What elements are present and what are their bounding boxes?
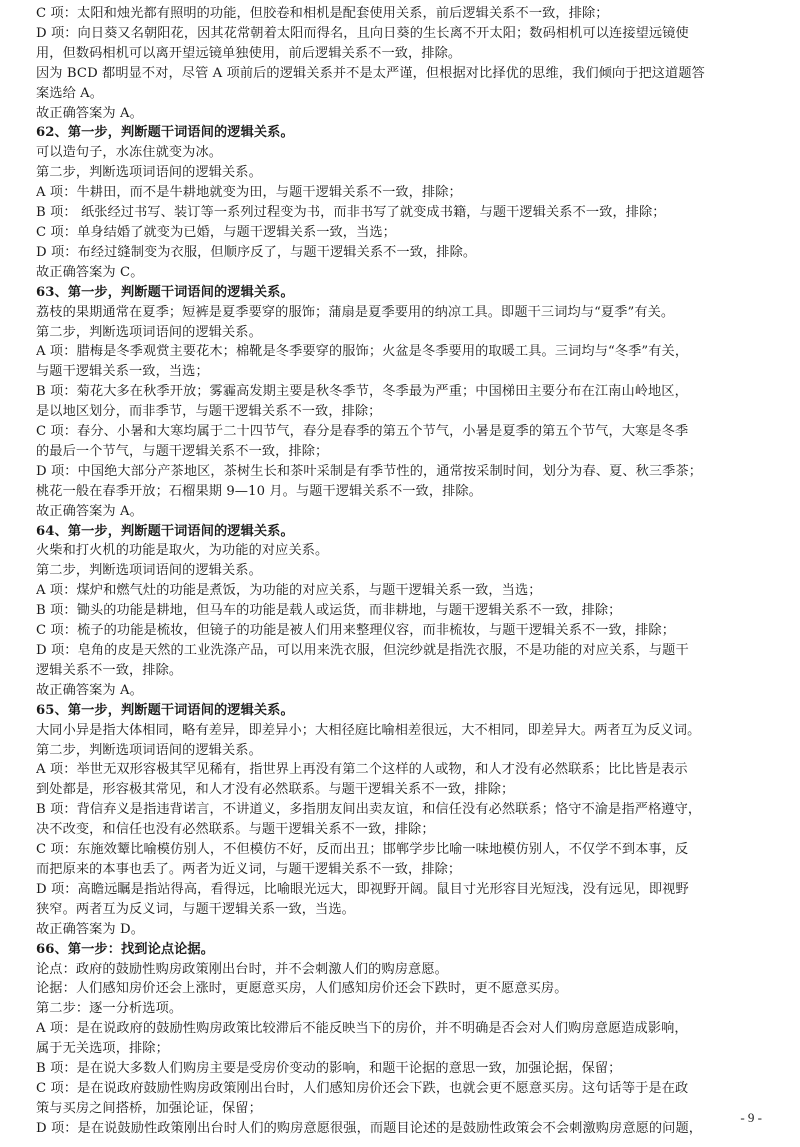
text-line: C 项：春分、小暑和大寒均属于二十四节气，春分是春季的第五个节气，小暑是夏季的第五个节气，大寒是冬季 xyxy=(36,424,689,440)
text-line: 到处都是，形容极其常见，和人才没有必然联系。与题干逻辑关系不一致，排除； xyxy=(36,782,515,798)
text-line: B 项：背信弃义是指违背诺言，不讲道义，多指朋友间出卖友谊，和信任没有必然联系；恪守不渝是指严格遵守， xyxy=(36,802,702,818)
text-line: D 项：高瞻远瞩是指站得高，看得远，比喻眼光远大，即视野开阔。鼠目寸光形容目光短浅，没有远见，即视野 xyxy=(36,881,689,897)
text-line: 而把原来的本事也丢了。两者为近义词，与题干逻辑关系不一致，排除； xyxy=(36,861,462,877)
document-body xyxy=(36,4,766,1139)
text-line: C 项：梳子的功能是梳妆，但镜子的功能是被人们用来整理仪容，而非梳妆，与题干逻辑关系不一致，排除； xyxy=(36,623,675,639)
text-line: 大同小异是指大体相同，略有差异，即差异小；大相径庭比喻相差很远，大不相同，即差异大。两者互为反义词。 xyxy=(36,722,701,738)
text-line: B 项：锄头的功能是耕地，但马车的功能是载人或运货，而非耕地，与题干逻辑关系不一致，排除； xyxy=(36,603,622,619)
text-line: 66、第一步：找到论点论据。 xyxy=(36,941,215,957)
text-line: 桃花一般在春季开放；石榴果期 9—10 月。与题干逻辑关系不一致，排除。 xyxy=(36,483,482,499)
text-line: 论点：政府的鼓励性购房政策刚出台时，并不会刺激人们的购房意愿。 xyxy=(36,961,448,977)
text-line: A 项：是在说政府的鼓励性购房政策比较滞后不能反映当下的房价，并不明确是否会对人们购房意愿造成影响， xyxy=(36,1021,688,1037)
text-line: 故正确答案为 C。 xyxy=(36,264,144,280)
text-line: 论据：人们感知房价还会上涨时，更愿意买房，人们感知房价还会下跌时，更不愿意买房。 xyxy=(36,981,568,997)
text-line: C 项：东施效颦比喻模仿别人，不但模仿不好，反而出丑；邯郸学步比喻一味地模仿别人，不仅学不到本事，反 xyxy=(36,842,689,858)
text-line: B 项：菊花大多在秋季开放；雾霾高发期主要是秋冬季节，冬季最为严重；中国梯田主要分布在江南山岭地区， xyxy=(36,384,688,400)
text-line: C 项：单身结婚了就变为已婚，与题干逻辑关系一致，当选； xyxy=(36,224,396,240)
text-line: 因为 BCD 都明显不对，尽管 A 项前后的逻辑关系并不是太严谨，但根据对比择优的思维，我们倾向于把这道题答 xyxy=(36,65,705,81)
text-line: 的最后一个节气，与题干逻辑关系不一致，排除； xyxy=(36,443,329,459)
text-line: 65、第一步，判断题干词语间的逻辑关系。 xyxy=(36,702,294,718)
text-line: 逻辑关系不一致，排除。 xyxy=(36,662,183,678)
text-line: A 项：腊梅是冬季观赏主要花木；棉靴是冬季要穿的服饰；火盆是冬季要用的取暖工具。三词均与“冬季”有关， xyxy=(36,344,689,360)
text-line: 案选给 A。 xyxy=(36,85,104,101)
text-line: D 项：布经过缝制变为衣服，但顺序反了，与题干逻辑关系不一致，排除。 xyxy=(36,244,477,260)
text-line: 属于无关选项，排除； xyxy=(36,1041,169,1057)
text-line: 故正确答案为 A。 xyxy=(36,503,143,519)
text-line: 63、第一步，判断题干词语间的逻辑关系。 xyxy=(36,284,294,300)
text-line: 故正确答案为 A。 xyxy=(36,682,143,698)
text-line: 是以地区划分，而非季节，与题干逻辑关系不一致，排除； xyxy=(36,404,382,420)
text-line: 第二步，判断选项词语间的逻辑关系。 xyxy=(36,324,262,340)
text-line: 第二步，判断选项词语间的逻辑关系。 xyxy=(36,742,262,758)
text-line: 64、第一步，判断题干词语间的逻辑关系。 xyxy=(36,523,294,539)
text-line: C 项：是在说政府鼓励性购房政策刚出台时，人们感知房价还会下跌，也就会更不愿意买房。这句话等于是在政 xyxy=(36,1080,689,1096)
text-line: 荔枝的果期通常在夏季；短裤是夏季要穿的服饰；蒲扇是夏季要用的纳凉工具。即题干三词均与“夏季”有关。 xyxy=(36,304,675,320)
text-line: C 项：太阳和烛光都有照明的功能，但胶卷和相机是配套使用关系，前后逻辑关系不一致，排除； xyxy=(36,6,609,21)
text-line: 故正确答案为 D。 xyxy=(36,921,144,937)
text-line: A 项：煤炉和燃气灶的功能是煮饭，为功能的对应关系，与题干逻辑关系一致，当选； xyxy=(36,583,542,599)
text-line: D 项：是在说鼓励性政策刚出台时人们的购房意愿很强，而题目论述的是鼓励性政策会不会刺激购房意愿的问题， xyxy=(36,1120,703,1136)
text-line: A 项：举世无双形容极其罕见稀有，指世界上再没有第二个这样的人或物，和人才没有必然联系；比比皆是表示 xyxy=(36,762,688,778)
text-line: B 项： 纸张经过书写、装订等一系列过程变为书，而非书写了就变成书籍，与题干逻辑关系不一致，排除； xyxy=(36,205,666,221)
text-line: 可以造句子，水冻住就变为冰。 xyxy=(36,145,223,161)
text-line: 第二步，判断选项词语间的逻辑关系。 xyxy=(36,165,262,181)
text-line: 决不改变，和信任也没有必然联系。与题干逻辑关系不一致，排除； xyxy=(36,822,435,838)
text-line: 用，但数码相机可以离开望远镜单独使用，前后逻辑关系不一致，排除。 xyxy=(36,45,462,61)
text-line: B 项：是在说大多数人们购房主要是受房价变动的影响，和题干论据的意思一致，加强论据，保留； xyxy=(36,1061,622,1077)
text-line: A 项：牛耕田，而不是牛耕地就变为田，与题干逻辑关系不一致，排除； xyxy=(36,185,462,201)
text-line: 狭窄。两者互为反义词，与题干逻辑关系一致，当选。 xyxy=(36,901,355,917)
text-line: 策与买房之间搭桥，加强论证，保留； xyxy=(36,1100,262,1116)
text-line: D 项：皂角的皮是天然的工业洗涤产品，可以用来洗衣服，但浣纱就是指洗衣服，不是功能的对应关系，与题干 xyxy=(36,643,689,658)
text-line: 火柴和打火机的功能是取火，为功能的对应关系。 xyxy=(36,543,329,559)
text-line: 与题干逻辑关系一致，当选； xyxy=(36,364,209,380)
text-line: 故正确答案为 A。 xyxy=(36,105,143,121)
page-number: - 9 - xyxy=(740,1110,762,1125)
text-line: 第二步：逐一分析选项。 xyxy=(36,1001,183,1017)
text-line: 62、第一步，判断题干词语间的逻辑关系。 xyxy=(36,125,294,141)
text-line: D 项：向日葵又名朝阳花，因其花常朝着太阳而得名，且向日葵的生长离不开太阳；数码相机可以连接望远镜使 xyxy=(36,25,689,41)
text-line: D 项：中国绝大部分产茶地区，茶树生长和茶叶采制是有季节性的，通常按采制时间，划分为春、夏、秋三季茶； xyxy=(36,463,703,479)
text-line: 第二步，判断选项词语间的逻辑关系。 xyxy=(36,563,262,579)
